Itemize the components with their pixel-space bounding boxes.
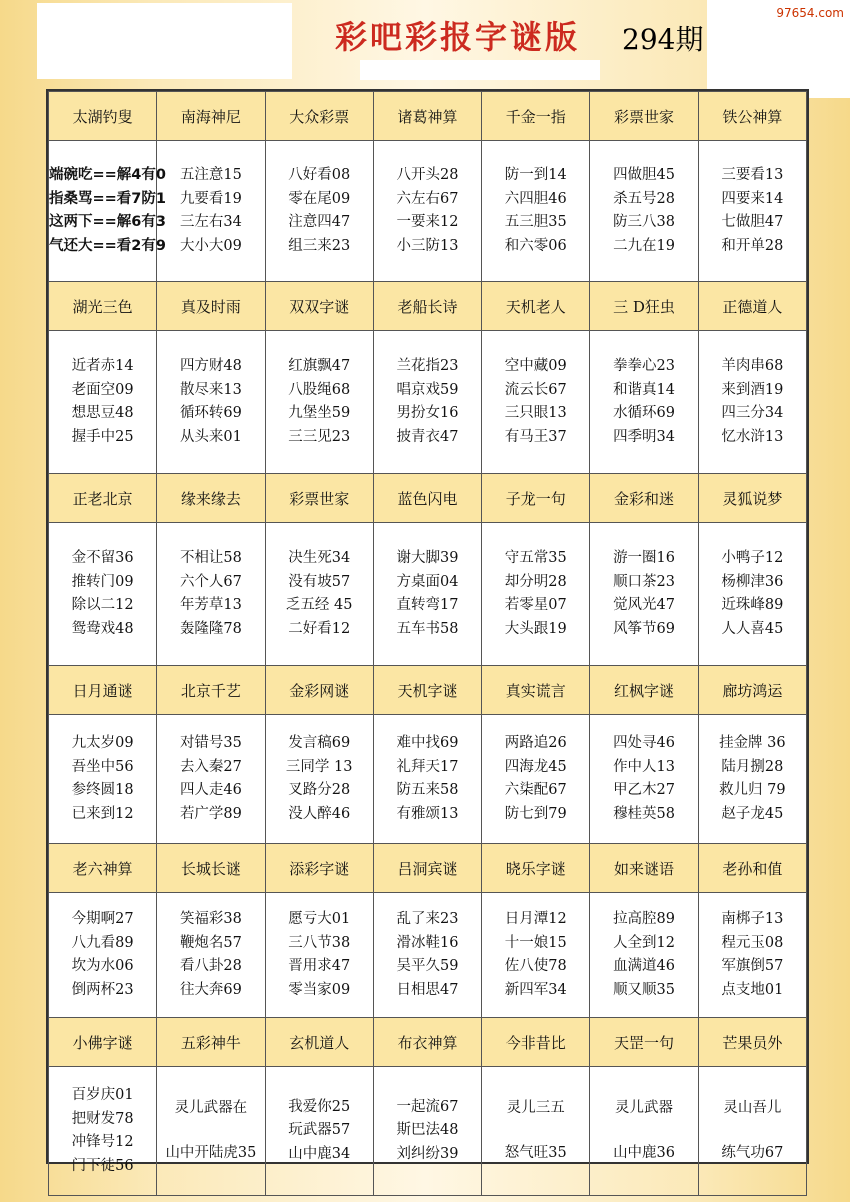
author-name-cell: 蓝色闪电 bbox=[373, 474, 481, 523]
author-name-cell: 大众彩票 bbox=[265, 92, 373, 141]
section-riddle-row bbox=[49, 141, 807, 282]
riddle-line: 练气功67 bbox=[721, 1145, 784, 1161]
section-header-row bbox=[49, 474, 807, 523]
riddle-line: 若广学89 bbox=[179, 805, 242, 822]
author-name-cell: 千金一指 bbox=[482, 92, 590, 141]
riddle-cell bbox=[265, 1067, 373, 1196]
riddle-line: 和六零06 bbox=[504, 237, 567, 254]
author-name-cell: 金彩网谜 bbox=[265, 666, 373, 715]
riddle-table bbox=[48, 91, 807, 1196]
author-name-cell: 如来谜语 bbox=[590, 844, 698, 893]
riddle-line: 一要来12 bbox=[396, 214, 459, 230]
riddle-cell bbox=[49, 331, 157, 474]
riddle-line: 拳拳心23 bbox=[613, 358, 676, 374]
riddle-line: 人人喜45 bbox=[721, 620, 784, 637]
riddle-cell bbox=[698, 523, 806, 666]
riddle-line: 我爱你25 bbox=[288, 1098, 351, 1115]
riddle-line: 三左右34 bbox=[179, 214, 242, 230]
riddle-line: 灵山吾儿 bbox=[723, 1099, 782, 1116]
riddle-cell bbox=[49, 523, 157, 666]
section-header-row bbox=[49, 666, 807, 715]
author-name-cell: 北京千艺 bbox=[157, 666, 265, 715]
section-riddle-row bbox=[49, 893, 807, 1018]
riddle-line: 七做胆47 bbox=[721, 214, 784, 230]
author-name-cell: 玄机道人 bbox=[265, 1018, 373, 1067]
author-name-cell: 诸葛神算 bbox=[373, 92, 481, 141]
riddle-line: 二好看12 bbox=[288, 620, 351, 637]
riddle-line: 和谐真14 bbox=[613, 381, 676, 398]
author-name-cell: 老六神算 bbox=[49, 844, 157, 893]
riddle-cell bbox=[157, 141, 265, 282]
riddle-line: 两路追26 bbox=[504, 735, 567, 751]
riddle-line: 乱了来23 bbox=[396, 911, 459, 927]
header-blank-strip bbox=[360, 60, 600, 80]
riddle-cell bbox=[698, 893, 806, 1018]
riddle-line: 有雅颂13 bbox=[396, 805, 459, 822]
riddle-line: 防五来58 bbox=[396, 782, 459, 798]
riddle-line: 叉路分28 bbox=[288, 782, 351, 798]
riddle-cell bbox=[49, 715, 157, 844]
riddle-line: 三只眼13 bbox=[504, 405, 567, 421]
riddle-line: 鸳鸯戏48 bbox=[71, 620, 134, 637]
riddle-cell bbox=[49, 1067, 157, 1196]
riddle-cell bbox=[482, 715, 590, 844]
riddle-line: 顺又顺35 bbox=[613, 981, 676, 998]
riddle-line: 甲乙木27 bbox=[613, 782, 676, 798]
riddle-cell bbox=[482, 141, 590, 282]
author-name-cell: 天机字谜 bbox=[373, 666, 481, 715]
riddle-line: 去入秦27 bbox=[179, 758, 242, 775]
riddle-line: 四要来14 bbox=[721, 190, 784, 207]
section-riddle-row bbox=[49, 1067, 807, 1196]
author-name-cell: 子龙一句 bbox=[482, 474, 590, 523]
author-name-cell: 添彩字谜 bbox=[265, 844, 373, 893]
riddle-line: 难中找69 bbox=[396, 735, 459, 751]
riddle-line: 这两下==解6有3 bbox=[49, 214, 166, 230]
riddle-line: 和开单28 bbox=[721, 237, 784, 254]
riddle-line: 三要看13 bbox=[721, 167, 784, 183]
author-name-cell: 湖光三色 bbox=[49, 282, 157, 331]
riddle-line: 斯巴法48 bbox=[396, 1122, 459, 1139]
author-name-cell: 老船长诗 bbox=[373, 282, 481, 331]
riddle-line: 往大奔69 bbox=[179, 981, 242, 998]
riddle-line: 军旗倒57 bbox=[721, 958, 784, 974]
riddle-line: 游一圈16 bbox=[613, 550, 676, 566]
author-name-cell: 真实谎言 bbox=[482, 666, 590, 715]
riddle-line: 指桑骂==看7防1 bbox=[49, 190, 166, 207]
riddle-line: 乏五经 45 bbox=[285, 597, 353, 613]
riddle-line: 二九在19 bbox=[613, 237, 676, 254]
riddle-line: 大头跟19 bbox=[504, 620, 567, 637]
riddle-line: 三三见23 bbox=[288, 428, 351, 445]
riddle-cell bbox=[49, 141, 166, 282]
riddle-line: 觉风光47 bbox=[613, 597, 676, 613]
riddle-line: 日月潭12 bbox=[504, 911, 567, 927]
author-name-cell: 太湖钓叟 bbox=[49, 92, 157, 141]
riddle-cell bbox=[373, 1067, 481, 1196]
site-watermark: 97654.com bbox=[776, 6, 844, 20]
author-name-cell: 正德道人 bbox=[698, 282, 806, 331]
riddle-line: 穆桂英58 bbox=[613, 805, 676, 822]
riddle-line: 对错号35 bbox=[179, 735, 242, 751]
riddle-cell bbox=[698, 331, 806, 474]
riddle-line: 没人醉46 bbox=[288, 805, 351, 822]
riddle-line: 三八节38 bbox=[288, 934, 351, 951]
riddle-line: 流云长67 bbox=[504, 381, 567, 398]
riddle-cell bbox=[265, 331, 373, 474]
riddle-line: 循环转69 bbox=[179, 405, 242, 421]
author-name-cell: 正老北京 bbox=[49, 474, 157, 523]
riddle-line: 五注意15 bbox=[179, 167, 242, 183]
author-name-cell: 长城长谜 bbox=[157, 844, 265, 893]
riddle-line: 风筝节69 bbox=[613, 620, 676, 637]
riddle-line: 八股绳68 bbox=[288, 381, 351, 398]
author-name-cell: 日月通谜 bbox=[49, 666, 157, 715]
author-name-cell: 彩票世家 bbox=[590, 92, 698, 141]
riddle-line: 气还大==看2有9 bbox=[49, 237, 166, 254]
riddle-line: 没有坡57 bbox=[288, 573, 351, 590]
riddle-line: 已来到12 bbox=[71, 805, 134, 822]
author-name-cell: 天机老人 bbox=[482, 282, 590, 331]
riddle-line: 四海龙45 bbox=[504, 758, 567, 775]
riddle-cell bbox=[482, 523, 590, 666]
riddle-cell bbox=[49, 893, 157, 1018]
riddle-line: 四做胆45 bbox=[613, 167, 676, 183]
riddle-line: 赵子龙45 bbox=[721, 805, 784, 822]
riddle-line: 杨柳津36 bbox=[721, 573, 784, 590]
riddle-line: 灵儿武器 bbox=[615, 1099, 674, 1116]
author-name-cell: 双双字谜 bbox=[265, 282, 373, 331]
riddle-line: 山中开陆虎35 bbox=[165, 1145, 257, 1161]
riddle-cell bbox=[157, 523, 265, 666]
riddle-line: 零在尾09 bbox=[288, 190, 351, 207]
riddle-line: 小三防13 bbox=[396, 237, 459, 254]
riddle-line: 握手中25 bbox=[71, 428, 134, 445]
riddle-line: 挂金牌 36 bbox=[719, 735, 786, 751]
author-name-cell: 晓乐字谜 bbox=[482, 844, 590, 893]
riddle-line: 不相让58 bbox=[179, 550, 242, 566]
riddle-cell bbox=[265, 523, 373, 666]
author-name-cell: 缘来缘去 bbox=[157, 474, 265, 523]
riddle-line: 四三分34 bbox=[721, 405, 784, 421]
riddle-line: 散尽来13 bbox=[179, 381, 242, 398]
author-name-cell: 彩票世家 bbox=[265, 474, 373, 523]
riddle-line: 百岁庆01 bbox=[71, 1087, 134, 1103]
issue-number: 294期 bbox=[622, 23, 704, 56]
riddle-cell bbox=[482, 1067, 590, 1196]
riddle-line: 防一到14 bbox=[504, 167, 567, 183]
author-name-cell: 真及时雨 bbox=[157, 282, 265, 331]
riddle-line: 救儿归 79 bbox=[719, 782, 786, 798]
riddle-line: 近珠峰89 bbox=[721, 597, 784, 613]
riddle-line: 六四胆46 bbox=[504, 190, 567, 207]
riddle-line: 顺口茶23 bbox=[613, 573, 676, 590]
riddle-line: 有马王37 bbox=[504, 428, 567, 445]
riddle-line: 五三胆35 bbox=[504, 214, 567, 230]
riddle-line: 守五常35 bbox=[504, 550, 567, 566]
riddle-line: 倒两杯23 bbox=[71, 981, 134, 998]
riddle-cell bbox=[157, 893, 265, 1018]
author-name-cell: 老孙和值 bbox=[698, 844, 806, 893]
riddle-line: 参终圆18 bbox=[71, 782, 134, 798]
riddle-line: 想思豆48 bbox=[71, 405, 134, 421]
riddle-cell bbox=[373, 715, 481, 844]
riddle-line: 吴平久59 bbox=[396, 958, 459, 974]
riddle-line: 滑冰鞋16 bbox=[396, 934, 459, 951]
riddle-line: 拉高腔89 bbox=[613, 911, 676, 927]
author-name-cell: 三 D狂虫 bbox=[590, 282, 698, 331]
riddle-cell bbox=[590, 715, 698, 844]
riddle-line: 南梆子13 bbox=[721, 911, 784, 927]
author-name-cell: 天罡一句 bbox=[590, 1018, 698, 1067]
riddle-line: 吾坐中56 bbox=[71, 758, 134, 775]
riddle-cell bbox=[482, 331, 590, 474]
riddle-line: 作中人13 bbox=[613, 758, 676, 775]
riddle-cell bbox=[590, 1067, 698, 1196]
riddle-line: 八好看08 bbox=[288, 167, 351, 183]
riddle-cell bbox=[157, 715, 265, 844]
riddle-line: 唱京戏59 bbox=[396, 381, 459, 398]
riddle-cell bbox=[590, 141, 698, 282]
author-name-cell: 灵狐说梦 bbox=[698, 474, 806, 523]
riddle-line: 从头来01 bbox=[179, 428, 242, 445]
riddle-line: 端碗吃==解4有0 bbox=[49, 167, 166, 183]
author-name-cell: 铁公神算 bbox=[698, 92, 806, 141]
riddle-line: 六柒配67 bbox=[504, 782, 567, 798]
section-header-row bbox=[49, 1018, 807, 1067]
riddle-line: 来到酒19 bbox=[721, 381, 784, 398]
riddle-line: 佐八使78 bbox=[504, 958, 567, 974]
author-name-cell: 金彩和迷 bbox=[590, 474, 698, 523]
riddle-line: 四人走46 bbox=[179, 782, 242, 798]
author-name-cell: 布衣神算 bbox=[373, 1018, 481, 1067]
riddle-line: 红旗飘47 bbox=[288, 358, 351, 374]
riddle-line: 礼拜天17 bbox=[396, 758, 459, 775]
riddle-line: 六个人67 bbox=[179, 573, 242, 590]
riddle-line: 灵儿三五 bbox=[506, 1099, 565, 1116]
riddle-line: 三同学 13 bbox=[285, 758, 353, 775]
riddle-line: 羊肉串68 bbox=[721, 358, 784, 374]
header-blank-panel bbox=[37, 3, 292, 79]
riddle-cell bbox=[157, 1067, 265, 1196]
author-name-cell: 今非昔比 bbox=[482, 1018, 590, 1067]
riddle-line: 日相思47 bbox=[396, 981, 459, 998]
riddle-line: 九堡坐59 bbox=[288, 405, 351, 421]
section-riddle-row bbox=[49, 715, 807, 844]
author-name-cell: 廊坊鸿运 bbox=[698, 666, 806, 715]
riddle-line: 人全到12 bbox=[613, 934, 676, 951]
riddle-line: 大小大09 bbox=[179, 237, 242, 254]
riddle-line: 近者赤14 bbox=[71, 358, 134, 374]
riddle-line: 鞭炮名57 bbox=[179, 934, 242, 951]
riddle-cell bbox=[373, 331, 481, 474]
riddle-cell bbox=[698, 1067, 806, 1196]
riddle-line: 四季明34 bbox=[613, 428, 676, 445]
riddle-line: 山中鹿34 bbox=[288, 1145, 351, 1162]
riddle-line: 笑福彩38 bbox=[179, 911, 242, 927]
riddle-line: 推转门09 bbox=[71, 573, 134, 590]
riddle-line: 金不留36 bbox=[71, 550, 134, 566]
riddle-line: 灵儿武器在 bbox=[174, 1099, 248, 1116]
riddle-line: 冲锋号12 bbox=[71, 1134, 134, 1150]
riddle-line: 玩武器57 bbox=[288, 1122, 351, 1139]
riddle-line: 四方财48 bbox=[179, 358, 242, 374]
riddle-line: 看八卦28 bbox=[179, 958, 242, 974]
riddle-cell bbox=[590, 523, 698, 666]
riddle-cell bbox=[482, 893, 590, 1018]
riddle-line: 直转弯17 bbox=[396, 597, 459, 613]
riddle-cell bbox=[590, 893, 698, 1018]
riddle-line: 组三来23 bbox=[288, 237, 351, 254]
riddle-line: 兰花指23 bbox=[396, 358, 459, 374]
author-name-cell: 吕洞宾谜 bbox=[373, 844, 481, 893]
riddle-line: 八开头28 bbox=[396, 167, 459, 183]
riddle-line: 若零星07 bbox=[504, 597, 567, 613]
riddle-cell bbox=[373, 523, 481, 666]
riddle-line: 山中鹿36 bbox=[613, 1145, 676, 1161]
riddle-line: 防三八38 bbox=[613, 214, 676, 230]
riddle-line: 发言稿69 bbox=[288, 735, 351, 751]
author-name-cell: 芒果员外 bbox=[698, 1018, 806, 1067]
riddle-line: 陆月捌28 bbox=[721, 758, 784, 775]
riddle-line: 八九看89 bbox=[71, 934, 134, 951]
section-riddle-row bbox=[49, 523, 807, 666]
riddle-line: 忆水浒13 bbox=[721, 428, 784, 445]
riddle-line: 九要看19 bbox=[179, 190, 242, 207]
riddle-line: 防七到79 bbox=[504, 805, 567, 822]
riddle-cell bbox=[373, 141, 481, 282]
riddle-line: 门下徒56 bbox=[71, 1157, 134, 1174]
riddle-cell bbox=[265, 893, 373, 1018]
riddle-line: 九太岁09 bbox=[71, 735, 134, 751]
riddle-line: 注意四47 bbox=[288, 214, 351, 230]
riddle-cell bbox=[373, 893, 481, 1018]
riddle-line: 五车书58 bbox=[396, 620, 459, 637]
section-header-row bbox=[49, 844, 807, 893]
section-riddle-row bbox=[49, 331, 807, 474]
riddle-line: 程元玉08 bbox=[721, 934, 784, 951]
section-header-row bbox=[49, 92, 807, 141]
riddle-cell bbox=[698, 141, 806, 282]
riddle-line: 血满道46 bbox=[613, 958, 676, 974]
riddle-cell bbox=[265, 141, 373, 282]
riddle-line: 年芳草13 bbox=[179, 597, 242, 613]
riddle-line: 谢大脚39 bbox=[396, 550, 459, 566]
riddle-line: 水循环69 bbox=[613, 405, 676, 421]
riddle-line: 愿亏大01 bbox=[288, 911, 351, 927]
riddle-line: 零当家09 bbox=[288, 981, 351, 998]
riddle-line: 除以二12 bbox=[71, 597, 134, 613]
riddle-line: 刘纠纷39 bbox=[396, 1145, 459, 1162]
riddle-line: 男扮女16 bbox=[396, 405, 459, 421]
page-title: 彩吧彩报字谜版 bbox=[335, 18, 581, 56]
riddle-line: 一起流67 bbox=[396, 1098, 459, 1115]
riddle-line: 方桌面04 bbox=[396, 573, 459, 590]
riddle-line: 轰隆隆78 bbox=[179, 620, 242, 637]
riddle-line: 杀五号28 bbox=[613, 190, 676, 207]
riddle-line: 披青衣47 bbox=[396, 428, 459, 445]
author-name-cell: 五彩神牛 bbox=[157, 1018, 265, 1067]
riddle-line: 六左右67 bbox=[396, 190, 459, 207]
riddle-line: 小鸭子12 bbox=[721, 550, 784, 566]
riddle-cell bbox=[265, 715, 373, 844]
riddle-line: 十一娘15 bbox=[504, 934, 567, 951]
riddle-line: 怒气旺35 bbox=[504, 1145, 567, 1161]
riddle-line: 四处寻46 bbox=[613, 735, 676, 751]
riddle-cell bbox=[698, 715, 806, 844]
riddle-line: 决生死34 bbox=[288, 550, 351, 566]
author-name-cell: 小佛字谜 bbox=[49, 1018, 157, 1067]
riddle-line: 坎为水06 bbox=[71, 958, 134, 974]
riddle-cell bbox=[590, 331, 698, 474]
riddle-line: 新四军34 bbox=[504, 981, 567, 998]
author-name-cell: 红枫字谜 bbox=[590, 666, 698, 715]
riddle-line: 把财发78 bbox=[71, 1110, 134, 1127]
riddle-line: 晋用求47 bbox=[288, 958, 351, 974]
riddle-line: 老面空09 bbox=[71, 381, 134, 398]
riddle-line: 点支地01 bbox=[721, 981, 784, 998]
riddle-line: 却分明28 bbox=[504, 573, 567, 590]
riddle-line: 空中藏09 bbox=[504, 358, 567, 374]
riddle-line: 今期啊27 bbox=[71, 911, 134, 927]
riddle-cell bbox=[157, 331, 265, 474]
section-header-row bbox=[49, 282, 807, 331]
author-name-cell: 南海神尼 bbox=[157, 92, 265, 141]
